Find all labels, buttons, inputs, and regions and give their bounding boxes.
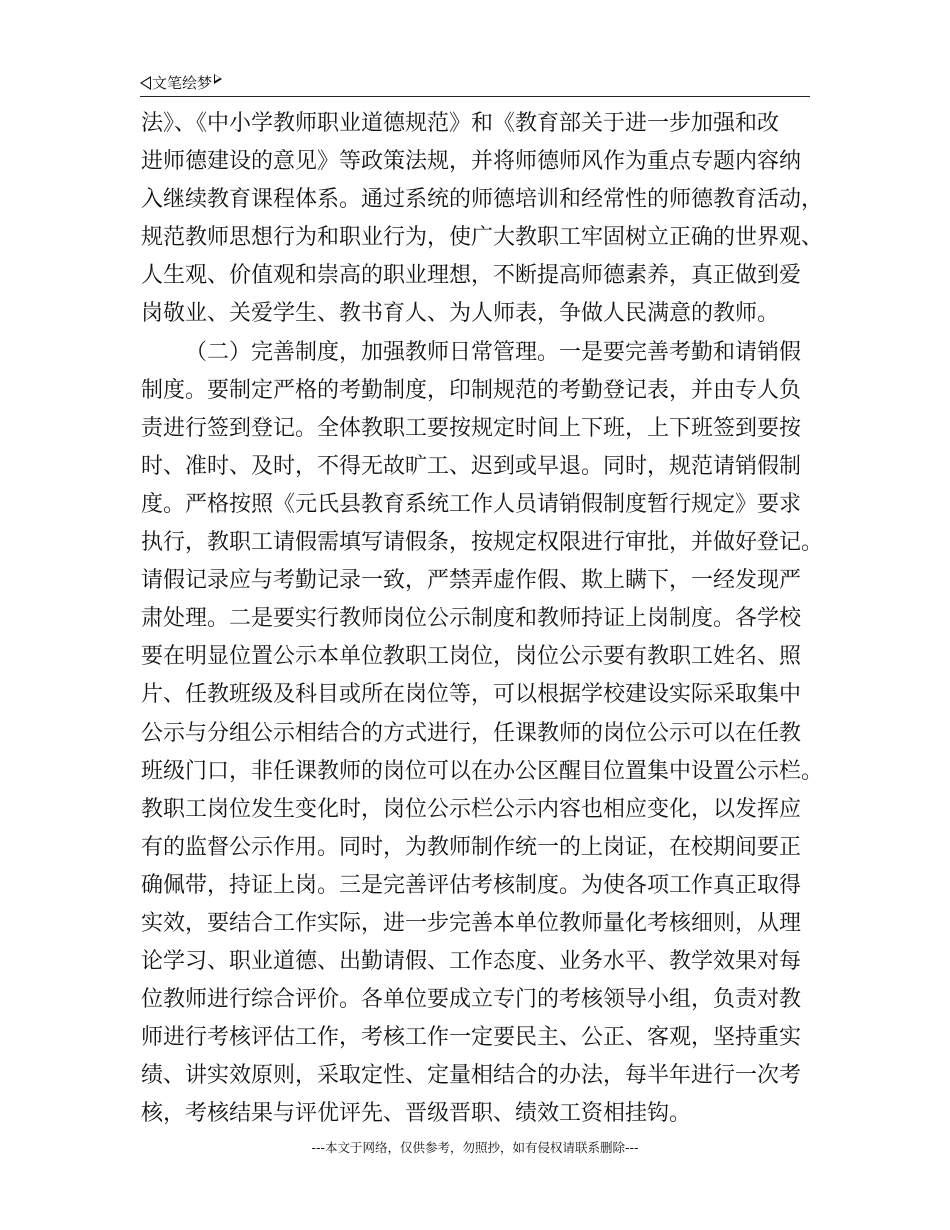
body-line: 确佩带，持证上岗。三是完善评估考核制度。为使各项工作真正取得 xyxy=(141,872,802,898)
body-line: 论学习、职业道德、出勤请假、工作态度、业务水平、教学效果对每 xyxy=(141,949,802,975)
body-line: 绩、讲实效原则，采取定性、定量相结合的办法，每半年进行一次考 xyxy=(141,1063,802,1089)
body-line: 实效，要结合工作实际，进一步完善本单位教师量化考核细则，从理 xyxy=(141,910,802,936)
page-header xyxy=(140,70,810,97)
body-line: 师进行考核评估工作，考核工作一定要民主、公正、客观，坚持重实 xyxy=(141,1025,802,1051)
body-line: 岗敬业、关爱学生、教书育人、为人师表，争做人民满意的教师。 xyxy=(141,301,780,327)
body-line: 时、准时、及时，不得无故旷工、迟到或早退。同时，规范请销假制 xyxy=(141,453,802,479)
body-line: 规范教师思想行为和职业行为，使广大教职工牢固树立正确的世界观、 xyxy=(141,225,824,251)
body-line: 公示与分组公示相结合的方式进行，任课教师的岗位公示可以在任教 xyxy=(141,720,802,746)
left-triangle-icon xyxy=(140,76,151,90)
body-line: 核，考核结果与评优评先、晋级晋职、绩效工资相挂钩。 xyxy=(141,1101,692,1127)
header-brand xyxy=(140,72,222,93)
body-line: 请假记录应与考勤记录一致，严禁弄虚作假、欺上瞒下，一经发现严 xyxy=(141,568,802,594)
body-line: 执行，教职工请假需填写请假条，按规定权限进行审批，并做好登记。 xyxy=(141,530,824,556)
body-line: 法》、《中小学教师职业道德规范》和《教育部关于进一步加强和改 xyxy=(141,111,780,136)
body-line: 入继续教育课程体系。通过系统的师德培训和经常性的师德教育活动， xyxy=(141,187,824,213)
body-line: 片、任教班级及科目或所在岗位等，可以根据学校建设实际采取集中 xyxy=(141,682,802,708)
body-line: 人生观、价值观和崇高的职业理想，不断提高师德素养，真正做到爱 xyxy=(141,263,802,289)
body-line: 教职工岗位发生变化时，岗位公示栏公示内容也相应变化，以发挥应 xyxy=(141,796,802,822)
body-line: 责进行签到登记。全体教职工要按规定时间上下班，上下班签到要按 xyxy=(141,415,802,441)
header-brand-text: 文笔绘梦 xyxy=(152,74,213,92)
document-body xyxy=(141,105,824,1134)
body-line: 进师德建设的意见》等政策法规，并将师德师风作为重点专题内容纳 xyxy=(141,149,802,175)
body-line: 制度。要制定严格的考勤制度，印制规范的考勤登记表，并由专人负 xyxy=(141,377,802,403)
body-line: 位教师进行综合评价。各单位要成立专门的考核领导小组，负责对教 xyxy=(141,987,802,1013)
body-line: 班级门口，非任课教师的岗位可以在办公区醒目位置集中设置公示栏。 xyxy=(141,758,824,784)
section-heading-line: （二）完善制度，加强教师日常管理。一是要完善考勤和请销假 xyxy=(185,339,802,365)
body-line: 肃处理。二是要实行教师岗位公示制度和教师持证上岗制度。各学校 xyxy=(141,606,802,632)
body-line: 要在明显位置公示本单位教职工岗位，岗位公示要有教职工姓名、照 xyxy=(141,644,802,670)
body-line: 有的监督公示作用。同时，为教师制作统一的上岗证，在校期间要正 xyxy=(141,834,802,860)
right-triangle-icon xyxy=(214,74,222,84)
footer-notice: ---本文于网络，仅供参考，勿照抄，如有侵权请联系删除--- xyxy=(311,1140,639,1155)
body-line: 度。严格按照《元氏县教育系统工作人员请销假制度暂行规定》要求 xyxy=(141,491,802,517)
